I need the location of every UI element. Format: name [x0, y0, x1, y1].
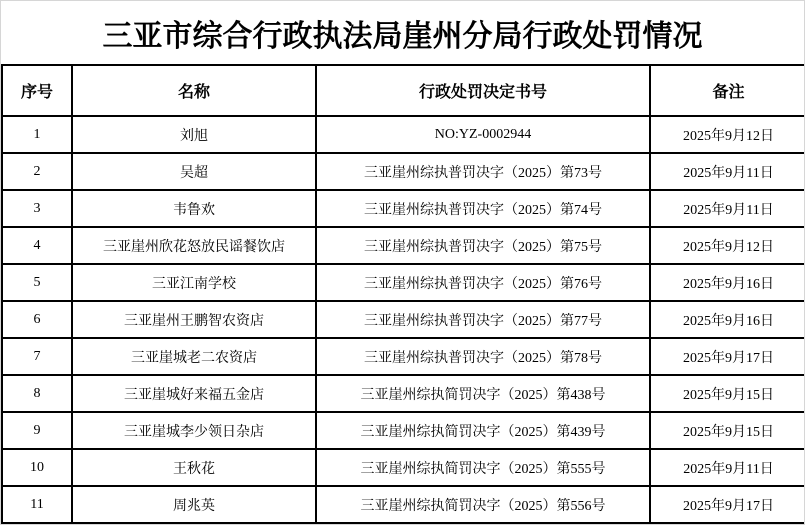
cell-remark: 2025年9月16日: [650, 301, 805, 338]
cell-index: 11: [2, 486, 72, 523]
cell-remark: 2025年9月11日: [650, 153, 805, 190]
cell-index: 9: [2, 412, 72, 449]
cell-remark: 2025年9月11日: [650, 190, 805, 227]
cell-document-number: 三亚崖州综执普罚决字（2025）第74号: [316, 190, 650, 227]
column-header-document-number: 行政处罚决定书号: [316, 65, 650, 116]
cell-remark: 2025年9月16日: [650, 264, 805, 301]
cell-document-number: 三亚崖州综执普罚决字（2025）第77号: [316, 301, 650, 338]
penalty-table: [1, 64, 805, 524]
table-row: [2, 375, 805, 412]
table-row: [2, 449, 805, 486]
table-body: [2, 116, 805, 523]
cell-remark: 2025年9月11日: [650, 449, 805, 486]
column-header-index: 序号: [2, 65, 72, 116]
cell-name: 三亚崖州欣花怒放民谣餐饮店: [72, 227, 316, 264]
table-row: [2, 338, 805, 375]
cell-name: 王秋花: [72, 449, 316, 486]
cell-document-number: 三亚崖州综执普罚决字（2025）第73号: [316, 153, 650, 190]
cell-name: 三亚崖城老二农资店: [72, 338, 316, 375]
cell-remark: 2025年9月17日: [650, 486, 805, 523]
table-row: [2, 264, 805, 301]
cell-remark: 2025年9月15日: [650, 375, 805, 412]
cell-remark: 2025年9月15日: [650, 412, 805, 449]
table-row: [2, 486, 805, 523]
cell-document-number: 三亚崖州综执简罚决字（2025）第555号: [316, 449, 650, 486]
cell-name: 三亚江南学校: [72, 264, 316, 301]
cell-index: 5: [2, 264, 72, 301]
title-bar: [1, 1, 804, 64]
cell-index: 4: [2, 227, 72, 264]
cell-index: 10: [2, 449, 72, 486]
page-title: 三亚市综合行政执法局崖州分局行政处罚情况: [102, 19, 703, 53]
cell-document-number: 三亚崖州综执简罚决字（2025）第438号: [316, 375, 650, 412]
table-header: [2, 65, 805, 116]
cell-index: 2: [2, 153, 72, 190]
column-header-remark: 备注: [650, 65, 805, 116]
cell-remark: 2025年9月12日: [650, 116, 805, 153]
cell-name: 周兆英: [72, 486, 316, 523]
cell-index: 1: [2, 116, 72, 153]
cell-document-number: 三亚崖州综执普罚决字（2025）第76号: [316, 264, 650, 301]
cell-name: 三亚崖城李少领日杂店: [72, 412, 316, 449]
cell-document-number: 三亚崖州综执普罚决字（2025）第75号: [316, 227, 650, 264]
cell-name: 刘旭: [72, 116, 316, 153]
cell-document-number: 三亚崖州综执简罚决字（2025）第556号: [316, 486, 650, 523]
cell-index: 7: [2, 338, 72, 375]
table-row: [2, 116, 805, 153]
table-row: [2, 227, 805, 264]
cell-remark: 2025年9月12日: [650, 227, 805, 264]
table-row: [2, 153, 805, 190]
table-row: [2, 301, 805, 338]
cell-name: 三亚崖城好来福五金店: [72, 375, 316, 412]
cell-document-number: NO:YZ-0002944: [316, 116, 650, 153]
cell-index: 8: [2, 375, 72, 412]
cell-name: 吴超: [72, 153, 316, 190]
table-header-row: [2, 65, 805, 116]
cell-remark: 2025年9月17日: [650, 338, 805, 375]
table-row: [2, 412, 805, 449]
cell-document-number: 三亚崖州综执简罚决字（2025）第439号: [316, 412, 650, 449]
cell-name: 三亚崖州王鹏智农资店: [72, 301, 316, 338]
column-header-name: 名称: [72, 65, 316, 116]
cell-name: 韦鲁欢: [72, 190, 316, 227]
cell-document-number: 三亚崖州综执普罚决字（2025）第78号: [316, 338, 650, 375]
table-row: [2, 190, 805, 227]
cell-index: 3: [2, 190, 72, 227]
cell-index: 6: [2, 301, 72, 338]
